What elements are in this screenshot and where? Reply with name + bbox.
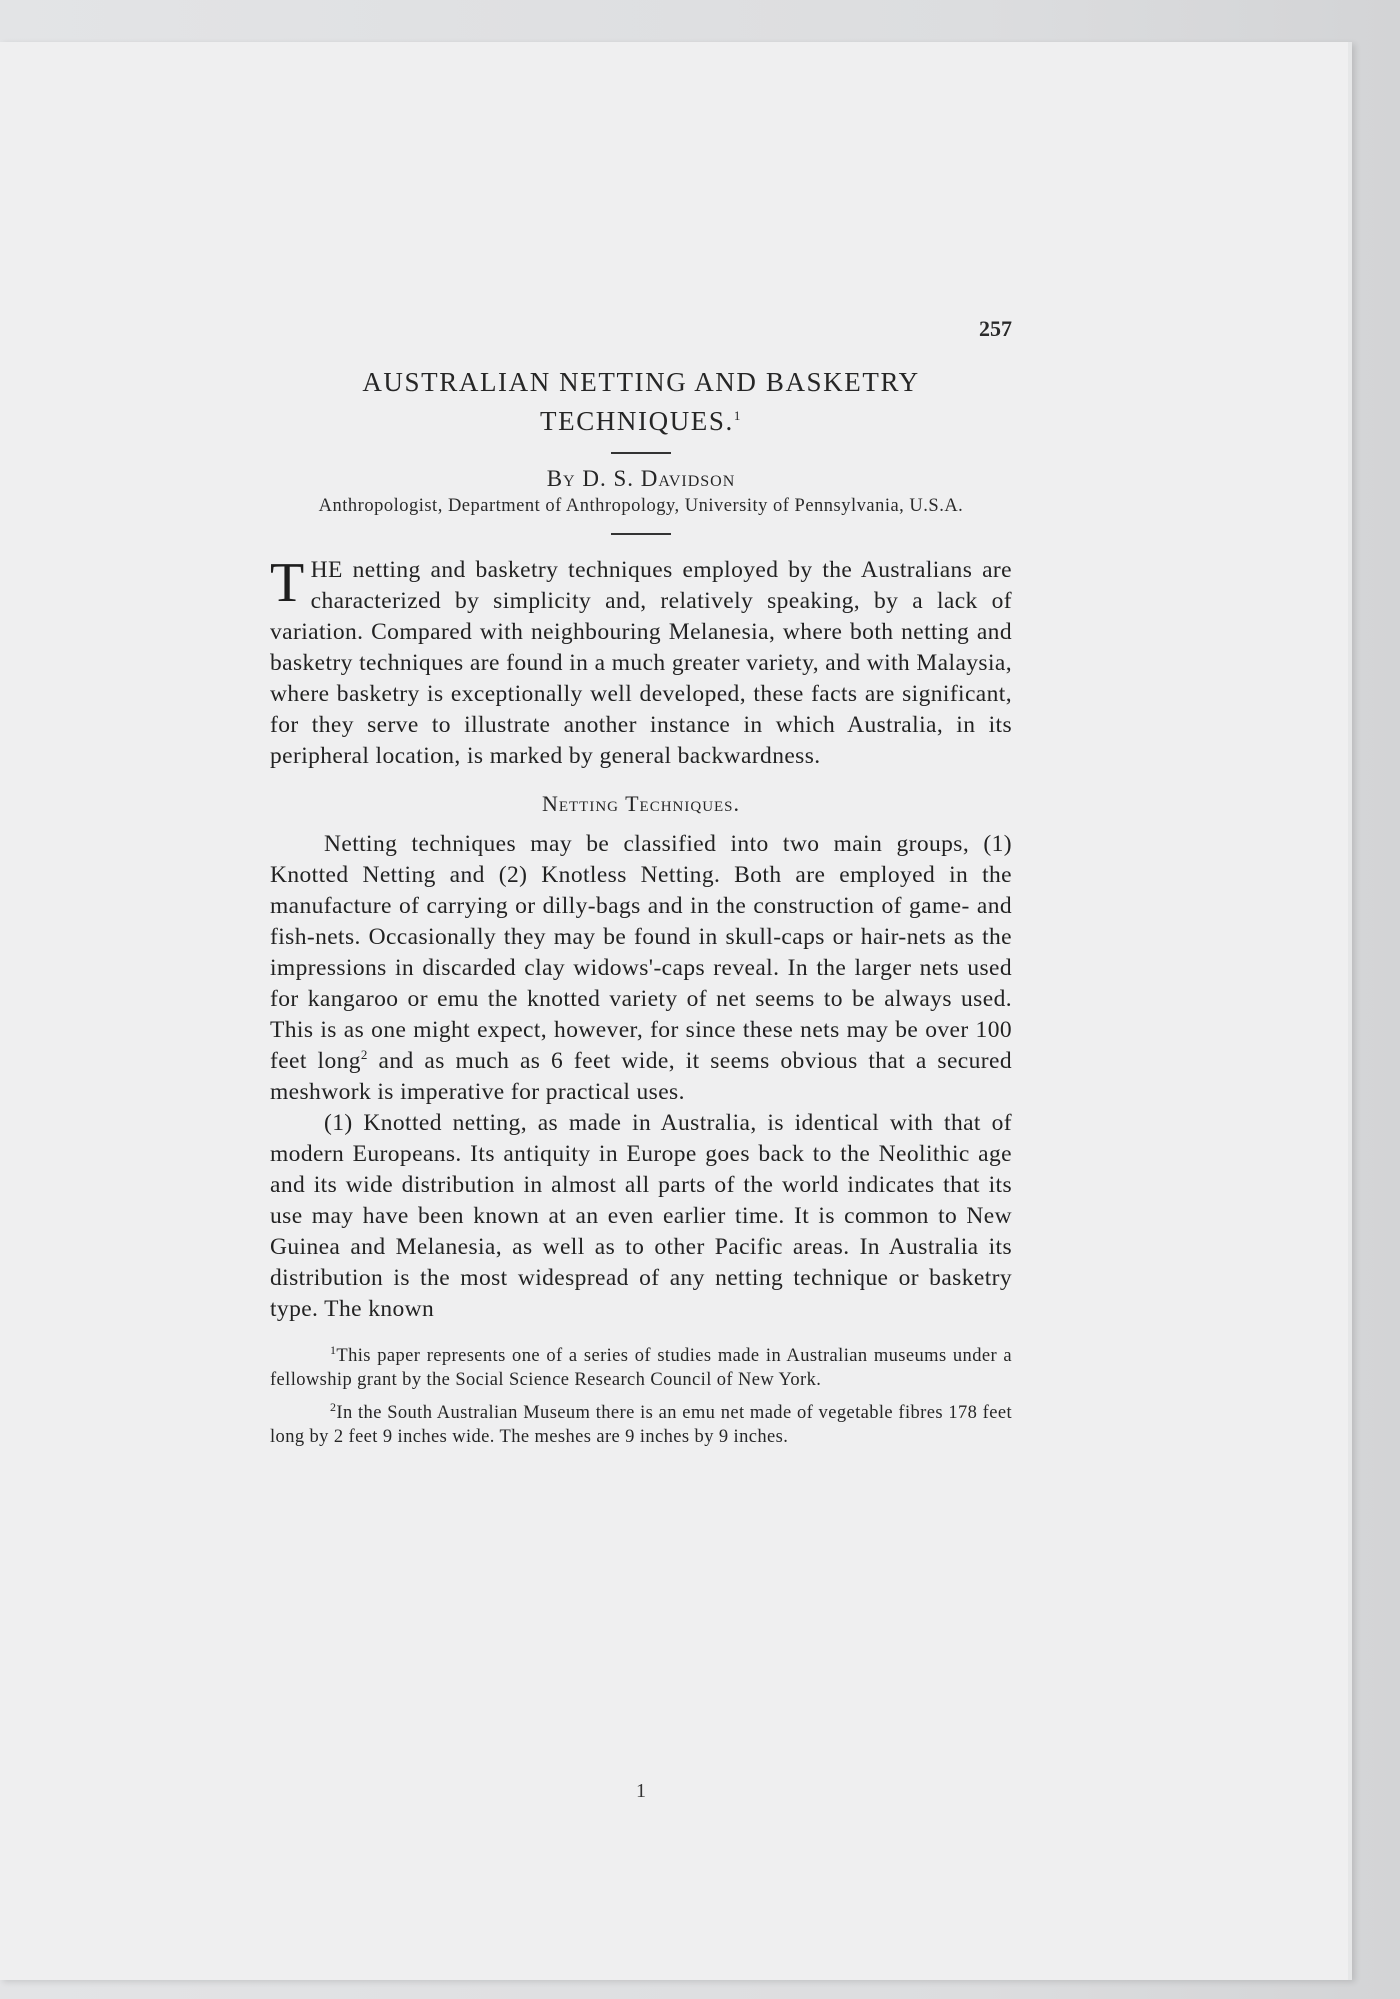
section-body (270, 829, 1012, 1325)
footnotes (270, 1339, 1012, 1449)
paragraph-knotted-netting: (1) Knotted netting, as made in Australia, is identical with that of modern Europeans. Its antiquity in Europe goes back to the Neolithic age and its wide distribution in almost all parts of the world indicates that its use may have been known at an even earlier time. It is common to New Guinea and Melanesia, as well as to other Pacific areas. In Australia its distribution is the most widespread of any netting technique or basketry type. The known (270, 1110, 1012, 1322)
paragraph-netting-classification (270, 829, 1012, 1108)
paper-edge (1348, 42, 1352, 1980)
footnote-1 (270, 1339, 1012, 1392)
article-title-text: AUSTRALIAN NETTING AND BASKETRY TECHNIQUES. (362, 367, 920, 436)
author-byline: By D. S. Davidson (546, 466, 736, 491)
para1-text-after: and as much as 6 feet wide, it seems obvious that a secured meshwork is imperative for practical uses. (270, 1048, 1012, 1105)
drop-cap: T (270, 552, 305, 614)
author-affiliation: Anthropologist, Department of Anthropology, University of Pennsylvania, U.S.A. (318, 496, 964, 516)
intro-paragraph (270, 552, 1012, 772)
title-divider (611, 452, 671, 454)
byline-divider (611, 533, 671, 535)
footnote-2-text: In the South Australian Museum there is an emu net made of vegetable fibres 178 feet long by 2 feet 9 inches wide. The meshes are 9 inches by 9 inches. (270, 1403, 1012, 1447)
para1-text-before: Netting techniques may be classified into two main groups, (1) Knotted Netting and (2) Knotless Netting. Both are employed in the manufacture of carrying or dilly-bags and in the construction of game- and fish-nets. Occasionally they may be found in skull-caps or hair-nets as the impressions in discarded clay widows'-caps reveal. In the larger nets used for kangaroo or emu the knotted variety of net seems to be always used. This is as one might expect, however, for since these nets may be over 100 feet long (270, 831, 1012, 1074)
intro-text: HE netting and basketry techniques employed by the Australians are characterized by simplicity and, relatively speaking, by a lack of variation. Compared with neighbouring Melanesia, where both netting and basketry techniques are found in a much greater variety, and with Malaysia, where basketry is exceptionally well developed, these facts are significant, for they serve to illustrate another instance in which Australia, in its peripheral location, is marked by general backwardness. (270, 557, 1012, 769)
article-page (270, 305, 1012, 1802)
para1-footnote-mark: 2 (360, 1047, 368, 1063)
article-title (270, 365, 1012, 438)
footnote-1-text: This paper represents one of a series of studies made in Australian museums under a fellowship grant by the Social Science Research Council of New York. (270, 1346, 1012, 1390)
footnote-1-mark: 1 (330, 1343, 337, 1357)
section-heading: Netting Techniques. (541, 791, 741, 816)
footnote-2 (270, 1396, 1012, 1449)
footnote-2-mark: 2 (330, 1400, 337, 1415)
folio-number: 1 (636, 1780, 646, 1802)
title-footnote-mark: 1 (733, 408, 742, 423)
page-number: 257 (979, 316, 1012, 341)
